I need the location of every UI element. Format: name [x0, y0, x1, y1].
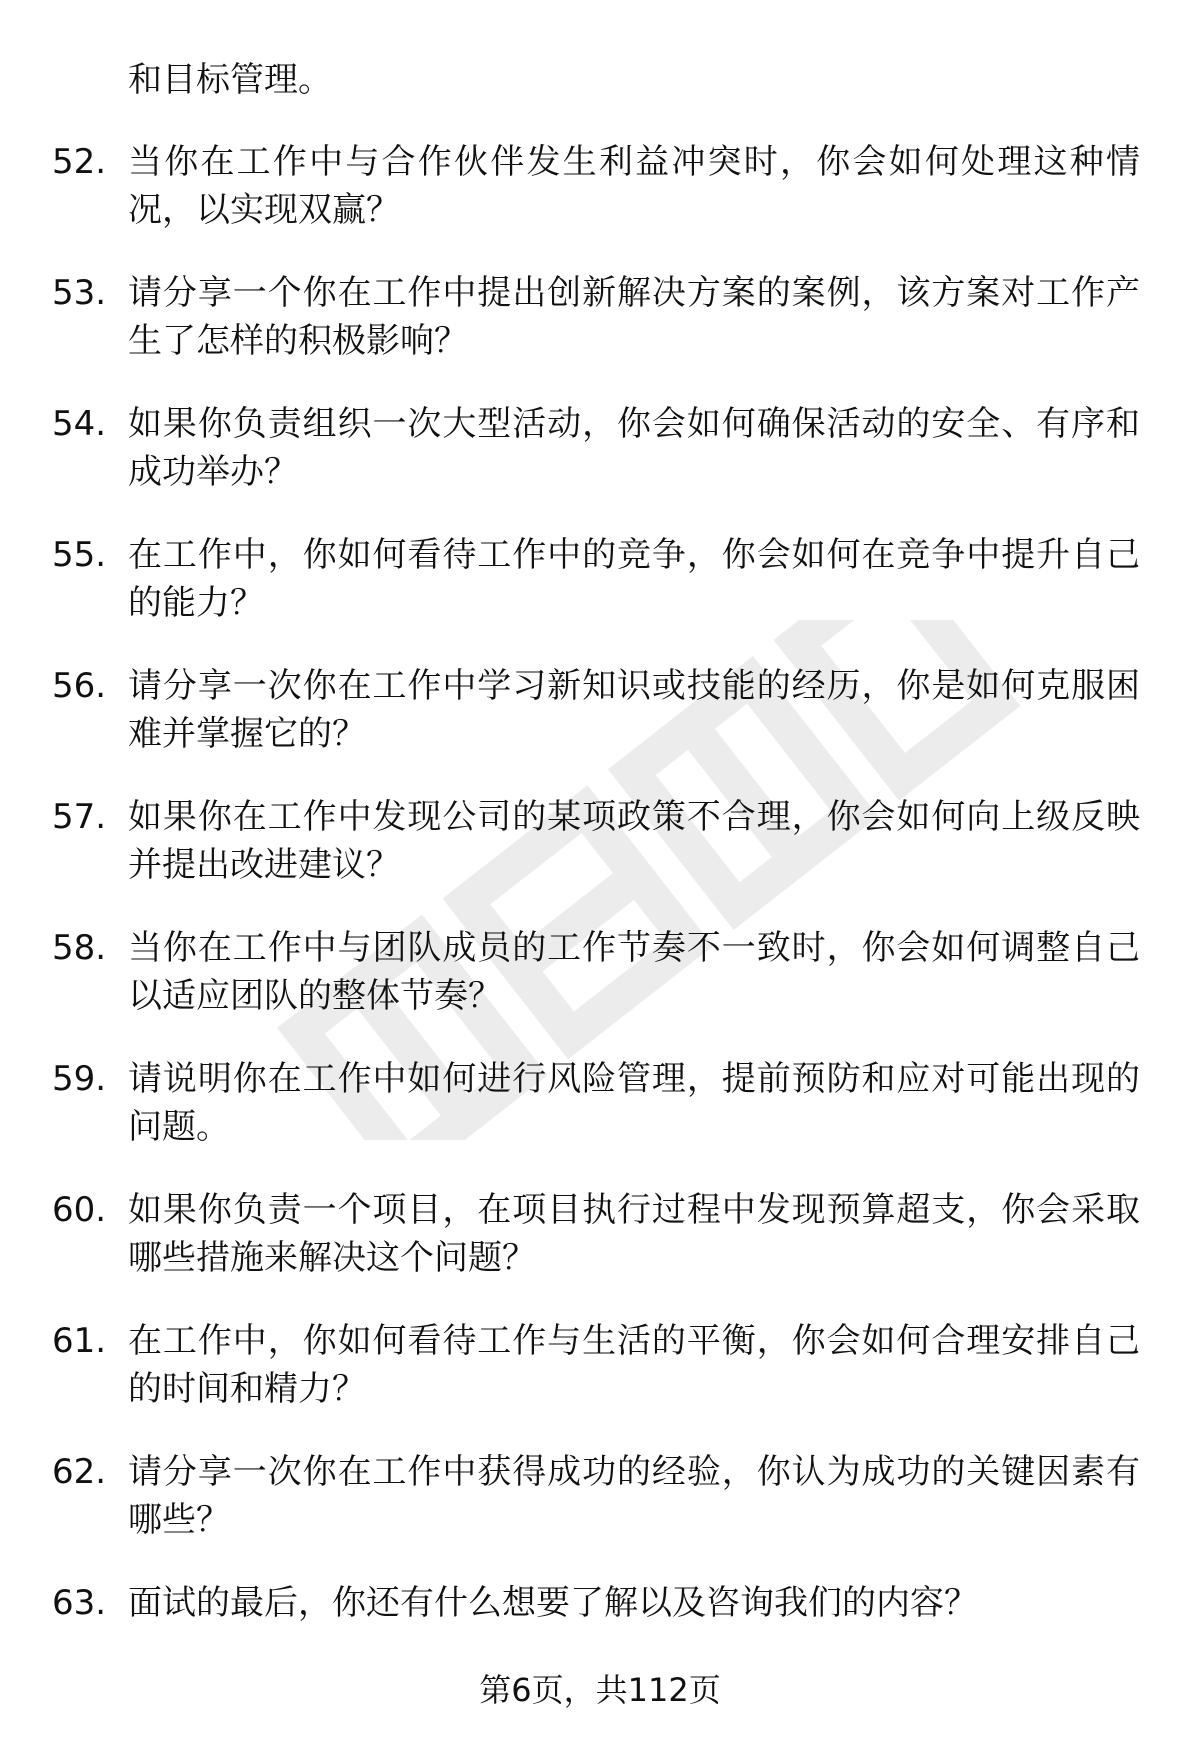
- question-item: [0, 1579, 1200, 1633]
- question-text: 如果你负责一个项目，在项目执行过程中发现预算超支，你会采取哪些措施来解决这个问题？: [128, 1190, 1140, 1278]
- question-number: 52.: [52, 142, 107, 182]
- continuation-text: 和目标管理。: [128, 60, 332, 100]
- question-text: 当你在工作中与合作伙伴发生利益冲突时，你会如何处理这种情况，以实现双赢？: [128, 142, 1140, 230]
- question-item: [0, 138, 1200, 246]
- question-number: 59.: [52, 1059, 107, 1099]
- question-number: 54.: [52, 404, 107, 444]
- question-item: [0, 924, 1200, 1032]
- question-text: 当你在工作中与团队成员的工作节奏不一致时，你会如何调整自己以适应团队的整体节奏？: [128, 928, 1140, 1016]
- question-item: [0, 1448, 1200, 1556]
- question-number: 60.: [52, 1190, 107, 1230]
- question-item: [0, 269, 1200, 377]
- question-text: 面试的最后，你还有什么想要了解以及咨询我们的内容？: [128, 1583, 978, 1623]
- question-item: [0, 1317, 1200, 1425]
- question-text: 请分享一次你在工作中获得成功的经验，你认为成功的关键因素有哪些？: [128, 1452, 1140, 1540]
- question-text: 在工作中，你如何看待工作与生活的平衡，你会如何合理安排自己的时间和精力？: [128, 1321, 1140, 1409]
- question-number: 62.: [52, 1452, 107, 1492]
- question-text: 请说明你在工作中如何进行风险管理，提前预防和应对可能出现的问题。: [128, 1059, 1140, 1147]
- question-number: 63.: [52, 1583, 107, 1623]
- question-text: 请分享一个你在工作中提出创新解决方案的案例，该方案对工作产生了怎样的积极影响？: [128, 273, 1140, 361]
- question-text: 如果你负责组织一次大型活动，你会如何确保活动的安全、有序和成功举办？: [128, 404, 1140, 492]
- question-text: 如果你在工作中发现公司的某项政策不合理，你会如何向上级反映并提出改进建议？: [128, 797, 1140, 885]
- question-item: [0, 1186, 1200, 1294]
- question-item: [0, 1055, 1200, 1163]
- question-number: 56.: [52, 666, 107, 706]
- question-number: 55.: [52, 535, 107, 575]
- question-item: [0, 531, 1200, 639]
- question-number: 58.: [52, 928, 107, 968]
- question-number: 61.: [52, 1321, 107, 1361]
- question-number: 53.: [52, 273, 107, 313]
- question-text: 在工作中，你如何看待工作中的竞争，你会如何在竞争中提升自己的能力？: [128, 535, 1140, 623]
- question-number: 57.: [52, 797, 107, 837]
- page-number-footer: 第6页，共112页: [479, 1671, 721, 1709]
- question-item: [0, 400, 1200, 508]
- question-text: 请分享一次你在工作中学习新知识或技能的经历，你是如何克服困难并掌握它的？: [128, 666, 1140, 754]
- question-item: [0, 793, 1200, 901]
- question-list: [0, 138, 1200, 1656]
- question-item: [0, 662, 1200, 770]
